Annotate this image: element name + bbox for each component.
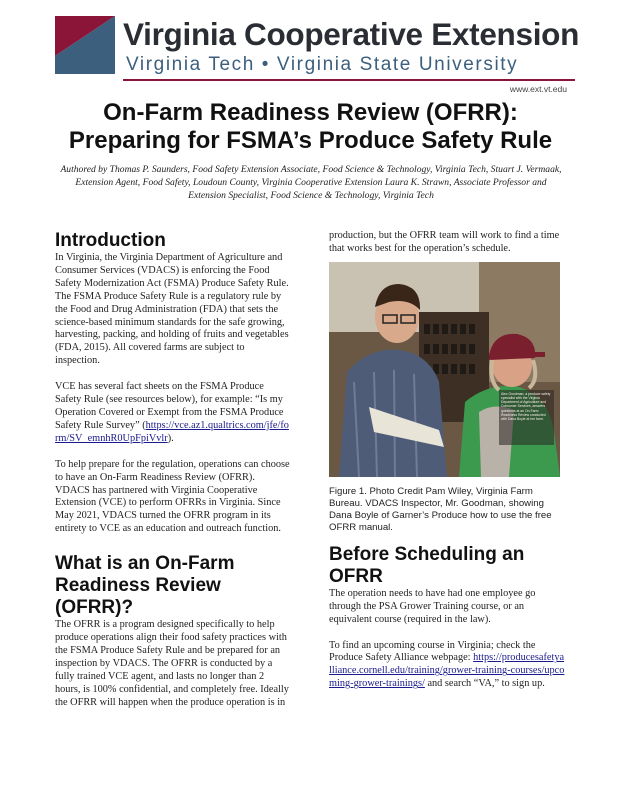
org-name: Virginia Cooperative Extension <box>123 16 580 52</box>
what-paragraph-1: The OFRR is a program designed specifically to help produce operations align their food safety practices with the FSMA Produce Safety Rule and be prepared for an inspection by VDACS. The OFRR is conducted by a fully trained VCE agent, and lasts no longer than 2 hours, is 100% confidential, and completely free. Ideally the OFRR will happen when the produce operation is in <box>55 619 289 708</box>
photo-illustration <box>329 262 560 477</box>
survey-link[interactable]: https://vce.az1.qualtrics.com/jfe/form/SV_emnhR0UpFpiVvlr <box>55 419 289 444</box>
vce-logo-icon <box>55 16 115 74</box>
intro-p2-end: ). <box>167 432 174 444</box>
before-paragraph-2 <box>329 640 565 692</box>
intro-paragraph-3: To help prepare for the regulation, operations can choose to have an On-Farm Readiness Review (OFRR). VDACS has partnered with Virginia Cooperative Extension (VCE) to perform OFRRs in Virginia. Since May 2021, VDACS turned the OFRR program in its entirety to VCE as an education and outreach function. <box>55 458 290 535</box>
what-is-ofrr-heading: What is an On-Farm Readiness Review (OFRR)? <box>55 553 235 619</box>
header-divider <box>123 79 575 81</box>
intro-p2-text: VCE has several fact sheets on the FSMA Produce Safety Rule (see resources below), for example: “Is my Operation Covered or Exempt from the FSMA Produce Safety Rule Survey” ( <box>55 381 284 431</box>
intro-paragraph-2 <box>55 381 291 446</box>
page-header <box>55 16 580 94</box>
intro-paragraph-1: In Virginia, the Virginia Department of Agriculture and Consumer Services (VDACS) is enforcing the Food Safety Modernization Act (FSMA) Produce Safety Rule. The FSMA Produce Safety Rule is a regulatory rule by the Food and Drug Administration (FDA) that sets the science-based minimum standards for the safe growing, harvesting, packing, and holding of fruits and vegetables (FDA, 2015). All covered farms are subject to inspection. <box>55 252 289 367</box>
figure-photo <box>329 262 560 477</box>
org-url[interactable]: www.ext.vt.edu <box>509 84 567 94</box>
authors-byline: Authored by Thomas P. Saunders, Food Safety Extension Associate, Food Science & Technology, Virginia Tech, Stuart J. Vermaak, Extension Agent, Food Safety, Loudoun County, Virginia Cooperative Extension Laura K. Strawn, Associate Professor and Extension Specialist, Food Science & Technology, Virginia Tech <box>60 164 562 201</box>
photo-inset-text: Alex Goodman, a produce safety specialist with the Virginia Department of Agriculture and Consumer Services, answers questions at an On-Farm Readiness Review conducted with Dana Boyle at her farm. <box>501 391 551 422</box>
introduction-heading: Introduction <box>55 230 166 251</box>
figure-caption: Figure 1. Photo Credit Pam Wiley, Virginia Farm Bureau. VDACS Inspector, Mr. Goodman, showing Dana Boyle of Garner’s Produce how to use the free OFRR manual. <box>329 485 552 533</box>
before-scheduling-heading: Before Scheduling an OFRR <box>329 543 525 587</box>
title-line-2: Preparing for FSMA’s Produce Safety Rule <box>68 127 553 154</box>
page-title <box>30 99 591 155</box>
before-p2-text: To find an upcoming course in Virginia; check the Produce Safety Alliance webpage: <box>329 639 536 664</box>
before-paragraph-1: The operation needs to have had one employee go through the PSA Grower Training course, or an equivalent course (required in the law). <box>329 587 536 625</box>
before-p2-end: and search “VA,” to sign up. <box>424 678 545 690</box>
org-subtitle: Virginia Tech • Virginia State University <box>126 54 519 75</box>
title-line-1: On-Farm Readiness Review (OFRR): <box>103 99 518 126</box>
right-column <box>329 230 565 691</box>
left-column <box>55 230 291 709</box>
psa-training-link[interactable]: https://producesafetyalliance.cornell.edu/training/grower-training-courses/upcoming-grower-trainings/ <box>329 652 565 690</box>
continued-paragraph: production, but the OFRR team will work to find a time that works best for the operation’s schedule. <box>329 230 560 254</box>
